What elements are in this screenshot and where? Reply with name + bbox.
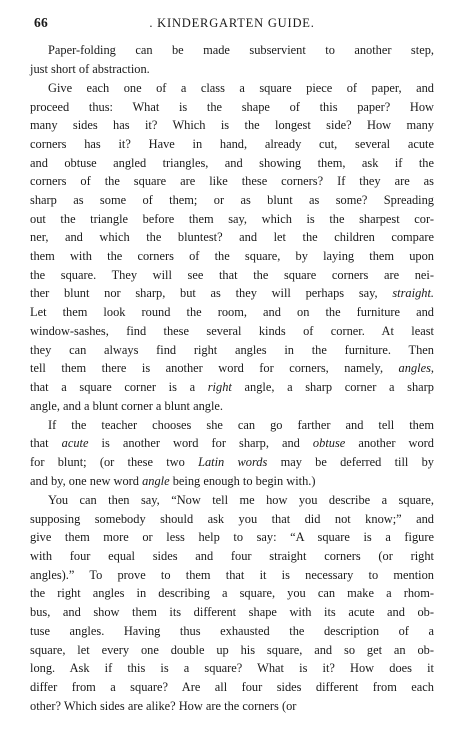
text-line bbox=[30, 510, 434, 529]
text-line bbox=[30, 622, 434, 641]
text-line bbox=[30, 528, 434, 547]
italic-word: acute bbox=[61, 436, 89, 451]
text-line bbox=[30, 98, 434, 117]
text-line bbox=[30, 491, 434, 510]
italic-word: obtuse bbox=[312, 436, 346, 451]
text-segment: they can always find right angles in the furniture. Then bbox=[30, 342, 434, 357]
text-segment: bus, and show them its different shape with its acute and ob- bbox=[30, 605, 434, 620]
text-segment: Paper-folding can be made subservient to another step, bbox=[48, 43, 434, 57]
text-segment: just short of abstraction. bbox=[30, 61, 150, 76]
text-segment: square, let every one double up his square, and so get an ob- bbox=[30, 642, 434, 657]
text-segment: out the triangle before them say, which is the sharpest cor- bbox=[30, 211, 434, 226]
text-line bbox=[30, 341, 434, 360]
text-segment: angle, a sharp corner a sharp bbox=[231, 379, 434, 394]
text-line bbox=[30, 678, 434, 697]
text-segment: give them more or less help to say: “A square is a figure bbox=[30, 530, 434, 545]
text-segment: many sides has it? Which is the longest side? How many bbox=[30, 118, 434, 133]
text-line bbox=[30, 322, 434, 341]
text-line bbox=[30, 472, 434, 491]
italic-word: right bbox=[207, 379, 232, 394]
text-line bbox=[30, 603, 434, 622]
text-line bbox=[30, 359, 434, 378]
italic-word: Latin words bbox=[198, 455, 268, 470]
text-line bbox=[30, 659, 434, 678]
text-segment: may be deferred till by bbox=[267, 455, 434, 470]
text-segment: proceed thus: What is the shape of this paper? How bbox=[30, 99, 434, 114]
text-line bbox=[30, 697, 434, 716]
text-segment: is another word for sharp, and bbox=[88, 436, 313, 451]
text-segment: that a square corner is a bbox=[30, 379, 208, 394]
text-line bbox=[30, 172, 434, 191]
text-segment: angle, and a blunt corner a blunt angle. bbox=[30, 398, 224, 413]
italic-word: straight. bbox=[392, 286, 434, 301]
text-line bbox=[30, 247, 434, 266]
text-line bbox=[30, 434, 434, 453]
text-segment: window-sashes, find these several kinds of corner. At least bbox=[30, 323, 434, 338]
text-segment: ther blunt nor sharp, but as they will perhaps say, bbox=[30, 286, 393, 301]
text-segment: tell them there is another word for corners, namely, bbox=[30, 361, 399, 376]
text-segment: angles).” To prove to them that it is necessary to mention bbox=[30, 567, 434, 582]
text-segment: Let them look round the room, and on the furniture and bbox=[30, 305, 434, 320]
italic-word: angle bbox=[142, 473, 170, 488]
text-line bbox=[30, 303, 434, 322]
text-line bbox=[30, 453, 434, 472]
text-segment: corners has it? Have in hand, already cut, several acute bbox=[30, 136, 434, 151]
text-segment: the square. They will see that the square corners are nei- bbox=[30, 267, 434, 282]
text-segment: the right angles in describing a square, you can make a rhom- bbox=[30, 586, 434, 601]
body-text bbox=[30, 41, 434, 715]
text-segment: and by, one new word bbox=[30, 473, 143, 488]
text-line bbox=[30, 378, 434, 397]
text-line bbox=[30, 228, 434, 247]
text-line bbox=[30, 266, 434, 285]
text-line bbox=[30, 154, 434, 173]
text-line bbox=[30, 566, 434, 585]
text-line bbox=[30, 584, 434, 603]
text-line bbox=[30, 191, 434, 210]
text-segment: another word bbox=[345, 436, 434, 451]
text-line bbox=[30, 547, 434, 566]
text-segment: ner, and which the bluntest? and let the children compare bbox=[30, 230, 434, 245]
running-head: . KINDERGARTEN GUIDE. bbox=[149, 16, 315, 30]
text-line bbox=[30, 116, 434, 135]
text-line bbox=[30, 397, 434, 416]
text-segment: being enough to begin with.) bbox=[169, 473, 316, 488]
text-line bbox=[30, 60, 434, 79]
text-segment: long. Ask if this is a square? What is it? How does it bbox=[30, 661, 434, 676]
text-segment: them with the corners of the square, by laying them upon bbox=[30, 249, 434, 264]
text-line bbox=[30, 210, 434, 229]
text-segment: corners of the square are like these corners? If they are as bbox=[30, 174, 434, 189]
text-segment: supposing somebody should ask you that did not know;” and bbox=[30, 511, 434, 526]
text-segment: that bbox=[30, 436, 62, 451]
text-line bbox=[30, 416, 434, 435]
italic-word: angles, bbox=[398, 361, 434, 376]
text-segment: for blunt; (or these two bbox=[30, 455, 199, 470]
text-segment: other? Which sides are alike? How are the corners (or bbox=[30, 698, 297, 713]
text-line bbox=[30, 41, 434, 60]
text-line bbox=[30, 135, 434, 154]
page-number: 66 bbox=[34, 15, 49, 30]
text-segment: and obtuse angled triangles, and showing them, ask if the bbox=[30, 155, 434, 170]
text-line bbox=[30, 79, 434, 98]
text-segment: If the teacher chooses she can go farther and tell them bbox=[48, 417, 434, 432]
text-line bbox=[30, 641, 434, 660]
page-header bbox=[30, 15, 434, 35]
text-segment: Give each one of a class a square piece of paper, and bbox=[48, 80, 434, 95]
text-line bbox=[30, 284, 434, 303]
text-segment: sharp as some of them; or as blunt as some? Spreading bbox=[30, 193, 434, 207]
text-segment: with four equal sides and four straight corners (or right bbox=[30, 549, 434, 564]
text-segment: differ from a square? Are all four sides different from each bbox=[30, 679, 434, 694]
text-segment: You can then say, “Now tell me how you describe a square, bbox=[48, 493, 434, 507]
text-segment: tuse angles. Having thus exhausted the description of a bbox=[30, 623, 434, 638]
